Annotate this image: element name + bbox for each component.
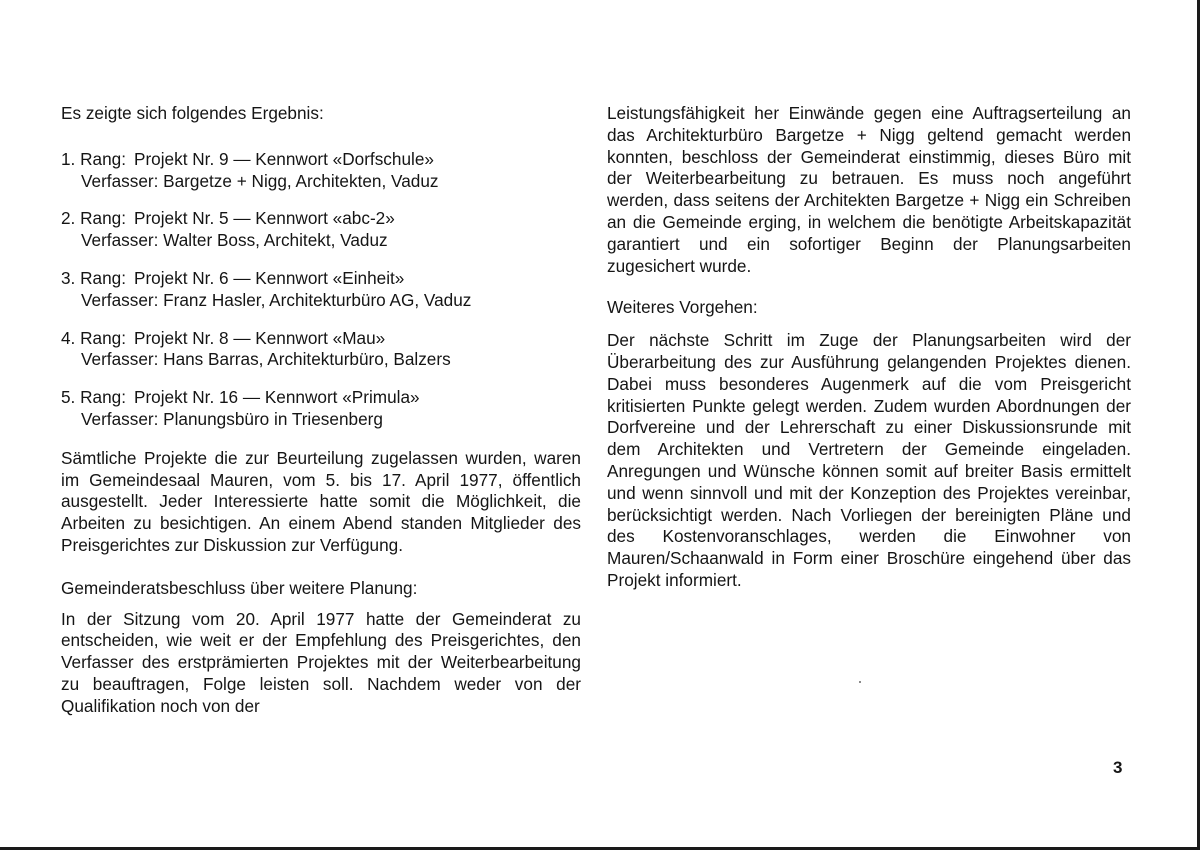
decision-heading: Gemeinderatsbeschluss über weitere Planung: [61, 577, 418, 598]
rank-project: Projekt Nr. 9 — Kennwort «Dorfschule» [133, 148, 434, 169]
rank-project: Projekt Nr. 5 — Kennwort «abc-2» [133, 208, 395, 229]
left-column [61, 103, 581, 718]
ranking-item-2 [61, 208, 581, 252]
stray-mark [859, 681, 861, 683]
ranking-list [61, 149, 581, 431]
ranking-item-4 [61, 328, 581, 372]
ranking-item-1 [61, 149, 581, 193]
rank-author: Verfasser: Planungsbüro in Triesenberg [81, 408, 383, 429]
rank-author: Verfasser: Bargetze + Nigg, Architekten, Vaduz [81, 170, 439, 191]
right-column [607, 103, 1131, 592]
rank-label: 3. Rang: [61, 267, 126, 288]
ranking-item-5 [61, 387, 581, 431]
rank-label: 4. Rang: [61, 327, 126, 348]
rank-label: 5. Rang: [61, 387, 126, 408]
decision-paragraph: In der Sitzung vom 20. April 1977 hatte der Gemeinderat zu entscheiden, wie weit er der Empfehlung des Preisgerichtes, den Verfasser des erstprämierten Projektes mit der Weiterbearbeitung zu beauftragen, Folge leisten soll. Nachdem weder von der Qualifikation noch von der [61, 608, 581, 716]
ranking-item-3 [61, 268, 581, 312]
next-steps-heading: Weiteres Vorgehen: [607, 297, 758, 318]
next-steps-paragraph: Der nächste Schritt im Zuge der Planungsarbeiten wird der Überarbeitung des zur Ausführung gelangenden Projektes dienen. Dabei muss besonderes Augenmerk auf die vom Preisgericht kritisierten Punkte gelegt werden. Zudem wurden Abordnungen der Dorfvereine und der Lehrerschaft zu einer Diskussionsrunde mit dem Architekten und Vertretern der Gemeinde eingeladen. Anregungen und Wünsche können somit auf breiter Basis ermittelt und wenn sinnvoll und mit der Konzeption des Projektes vereinbar, berücksichtigt werden. Nach Vorliegen der bereinigten Pläne und des Kostenvoranschlages, werden die Einwohner von Mauren/Schaanwald in Form einer Broschüre eingehend über das Projekt informiert. [607, 330, 1131, 590]
rank-project: Projekt Nr. 16 — Kennwort «Primula» [133, 387, 420, 408]
rank-label: 1. Rang: [61, 148, 126, 169]
rank-author: Verfasser: Walter Boss, Architekt, Vaduz [81, 230, 388, 251]
results-intro: Es zeigte sich folgendes Ergebnis: [61, 103, 324, 123]
page-number: 3 [1113, 758, 1123, 777]
rank-project: Projekt Nr. 6 — Kennwort «Einheit» [133, 267, 405, 288]
rank-project: Projekt Nr. 8 — Kennwort «Mau» [133, 327, 386, 348]
rank-author: Verfasser: Hans Barras, Architekturbüro, Balzers [81, 349, 451, 370]
exhibition-paragraph: Sämtliche Projekte die zur Beurteilung zugelassen wurden, waren im Gemeindesaal Mauren, vom 5. bis 17. April 1977, öffentlich ausgestellt. Jeder Interessierte hatte somit die Möglichkeit, die Arbeiten zu besichtigen. An einem Abend standen Mitglieder des Preisgerichtes zur Diskussion zur Verfügung. [61, 447, 581, 555]
continuation-paragraph: Leistungsfähigkeit her Einwände gegen eine Auftragserteilung an das Architekturbüro Bargetze + Nigg geltend gemacht werden konnten, beschloss der Gemeinderat einstimmig, dieses Büro mit der Weiterbearbeitung zu betrauen. Es muss noch angeführt werden, dass seitens der Architekten Bargetze + Nigg ein Schreiben an die Gemeinde erging, in welchem die benötigte Arbeitskapazität garantiert und ein sofortiger Beginn der Planungsarbeiten zugesichert wurde. [607, 103, 1131, 276]
rank-label: 2. Rang: [61, 208, 126, 229]
rank-author: Verfasser: Franz Hasler, Architekturbüro AG, Vaduz [81, 289, 472, 310]
